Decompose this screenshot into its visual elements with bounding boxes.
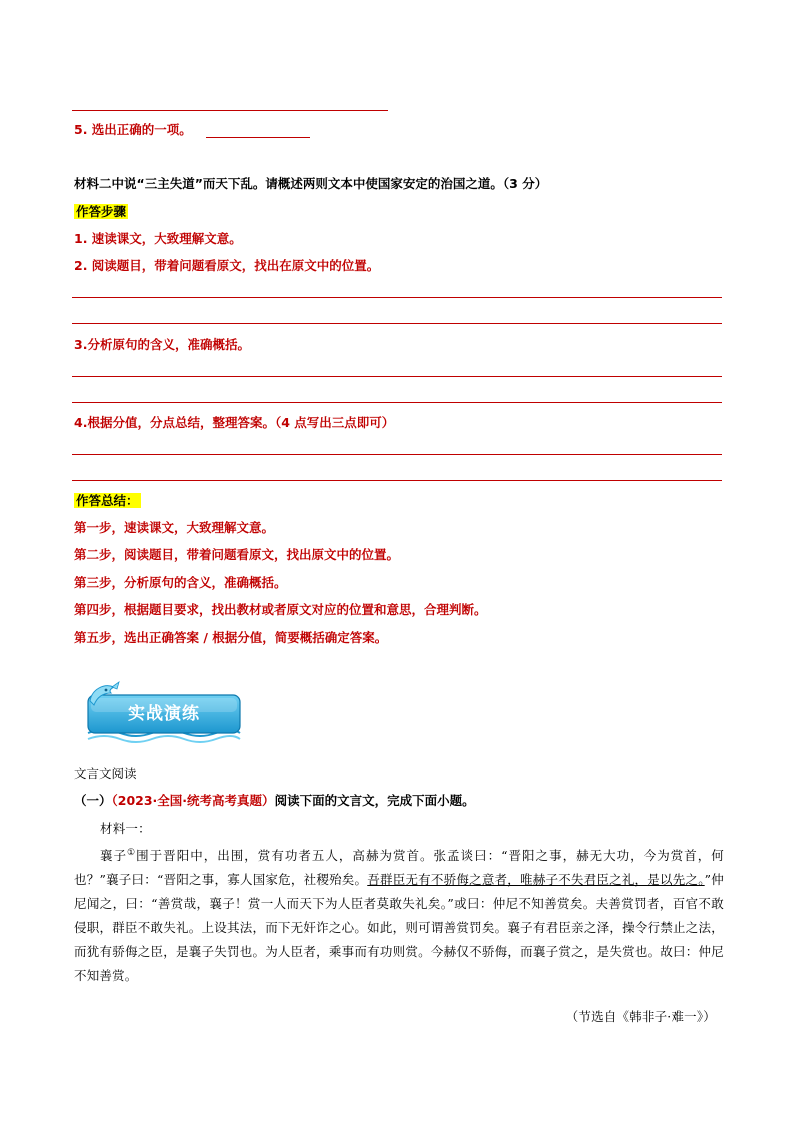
exercise-heading: [74, 793, 475, 809]
footnote-marker: ①: [127, 848, 137, 858]
section-title: 文言文阅读: [74, 766, 137, 781]
summary-step-5: 第五步，选出正确答案 / 根据分值，简要概括确定答案。: [74, 630, 388, 645]
steps-heading-highlight: 作答步骤: [76, 204, 127, 219]
summary-step-3: 第三步，分析原句的含义，准确概括。: [74, 575, 287, 590]
summary-step-2: 第二步，阅读题目，带着问题看原文，找出原文中的位置。: [74, 547, 400, 562]
material-label: 材料一：: [100, 821, 151, 836]
exercise-source: （2023·全国·统考高考真题）: [111, 793, 275, 808]
question-5: [74, 122, 192, 138]
practice-banner-label: 实战演练: [128, 704, 200, 724]
answer-line[interactable]: [72, 323, 722, 324]
step-4: 4.根据分值，分点总结，整理答案。（4 点写出三点即可）: [74, 415, 395, 430]
passage-part-3: ”仲尼闻之，曰：“善赏哉，襄子！赏一人而天下为人臣者莫敢失礼矣。”或曰：仲尼不知善赏矣。夫善赏罚者，百官不敢侵职，群臣不敢失礼。上设其法，而下无奸诈之心。如此，则可谓善赏罚矣。襄子有君臣亲之泽，操令行禁止之法，而犹有骄侮之臣，是襄子失罚也。为人臣者，乘事而有功则赏。今赫仅不骄侮，而襄子赏之，是失赏也。故曰：仲尼不知善赏。: [74, 872, 724, 984]
passage-part-1: 襄子: [100, 848, 128, 864]
answer-line[interactable]: [72, 402, 722, 403]
passage-underlined-sentence: 吾群臣无有不骄侮之意者，唯赫子不失君臣之礼，是以先之。: [367, 872, 705, 888]
citation: （节选自《韩非子·难一》）: [565, 1009, 716, 1024]
step-3: 3.分析原句的含义，准确概括。: [74, 337, 250, 352]
answer-line[interactable]: [72, 480, 722, 481]
passage: [74, 841, 724, 988]
question-5-answer-blank[interactable]: [206, 137, 310, 138]
summary-step-1: 第一步，速读课文，大致理解文意。: [74, 520, 275, 535]
exercise-instruction: 阅读下面的文言文，完成下面小题。: [274, 793, 475, 808]
answer-line[interactable]: [72, 376, 722, 377]
question-text: 材料二中说“三主失道”而天下乱。请概述两则文本中使国家安定的治国之道。（3 分）: [74, 176, 548, 191]
steps-heading: [74, 204, 128, 220]
step-1: 1. 速读课文，大致理解文意。: [74, 231, 242, 246]
practice-banner: [84, 681, 244, 747]
summary-step-4: 第四步，根据题目要求，找出教材或者原文对应的位置和意思，合理判断。: [74, 602, 487, 617]
summary-heading: [74, 493, 141, 509]
passage-part-2: 围于晋阳中，出围，赏有功者五人，高赫为赏首。张孟谈曰：“晋阳之事，赫无大功，今为赏首，何也？”襄子曰：“晋阳之事，寡人国家危，社稷殆矣。: [74, 848, 724, 888]
answer-line: [72, 110, 388, 111]
answer-line[interactable]: [72, 454, 722, 455]
summary-heading-highlight: 作答总结：: [76, 493, 139, 508]
step-2: 2. 阅读题目，带着问题看原文，找出在原文中的位置。: [74, 258, 380, 273]
exercise-prefix: （一）: [74, 793, 112, 808]
question-5-label: 5. 选出正确的一项。: [74, 122, 192, 137]
answer-line[interactable]: [72, 297, 722, 298]
